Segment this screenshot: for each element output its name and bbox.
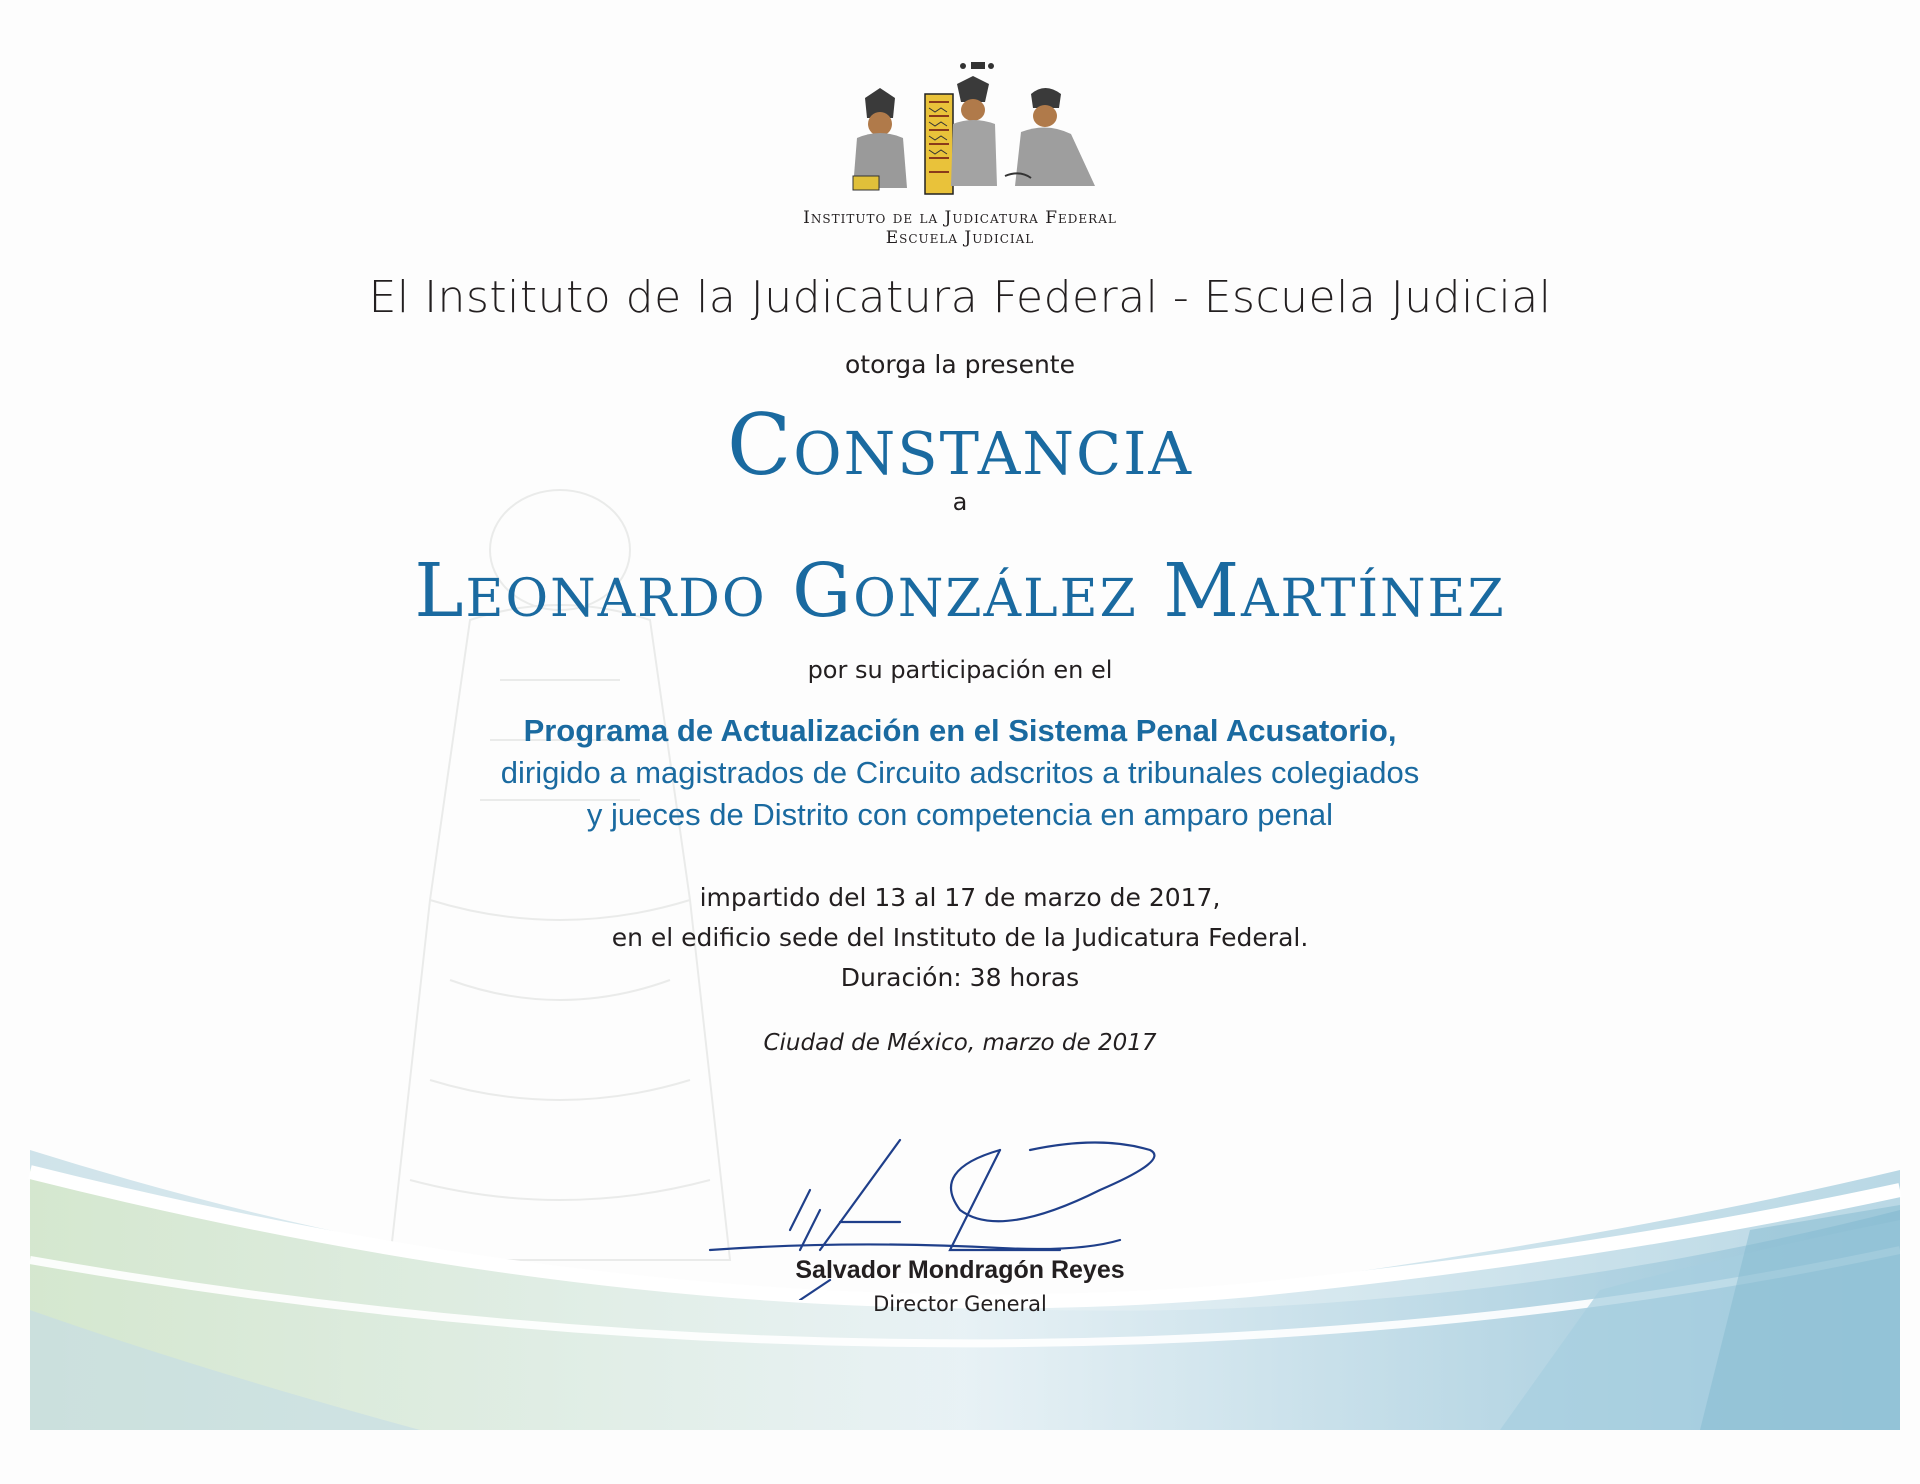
program-title-line2: dirigido a magistrados de Circuito adscritos a tribunales colegiados xyxy=(500,755,1420,790)
issuer-heading: El Instituto de la Judicatura Federal - Escuela Judicial xyxy=(368,272,1552,323)
logo-caption-line2: Escuela Judicial xyxy=(885,228,1035,248)
institute-logo-icon xyxy=(845,58,1105,204)
signer-name: Salvador Mondragón Reyes xyxy=(795,1256,1125,1284)
to-text: a xyxy=(952,488,968,516)
certificate-title: Constancia xyxy=(726,396,1194,494)
program-title-line1: Programa de Actualización en el Sistema Penal Acusatorio, xyxy=(523,713,1397,748)
grants-text: otorga la presente xyxy=(845,350,1075,379)
recipient-name: Leonardo González Martínez xyxy=(414,548,1506,634)
program-location: en el edificio sede del Instituto de la Judicatura Federal. xyxy=(611,923,1309,952)
program-dates: impartido del 13 al 17 de marzo de 2017, xyxy=(699,883,1221,912)
place-and-date: Ciudad de México, marzo de 2017 xyxy=(763,1030,1157,1056)
program-duration: Duración: 38 horas xyxy=(840,963,1080,992)
logo-caption-line1: Instituto de la Judicatura Federal xyxy=(803,208,1117,228)
participation-text: por su participación en el xyxy=(807,656,1113,684)
program-title-line3: y jueces de Distrito con competencia en amparo penal xyxy=(586,797,1334,832)
signer-role: Director General xyxy=(873,1292,1047,1316)
